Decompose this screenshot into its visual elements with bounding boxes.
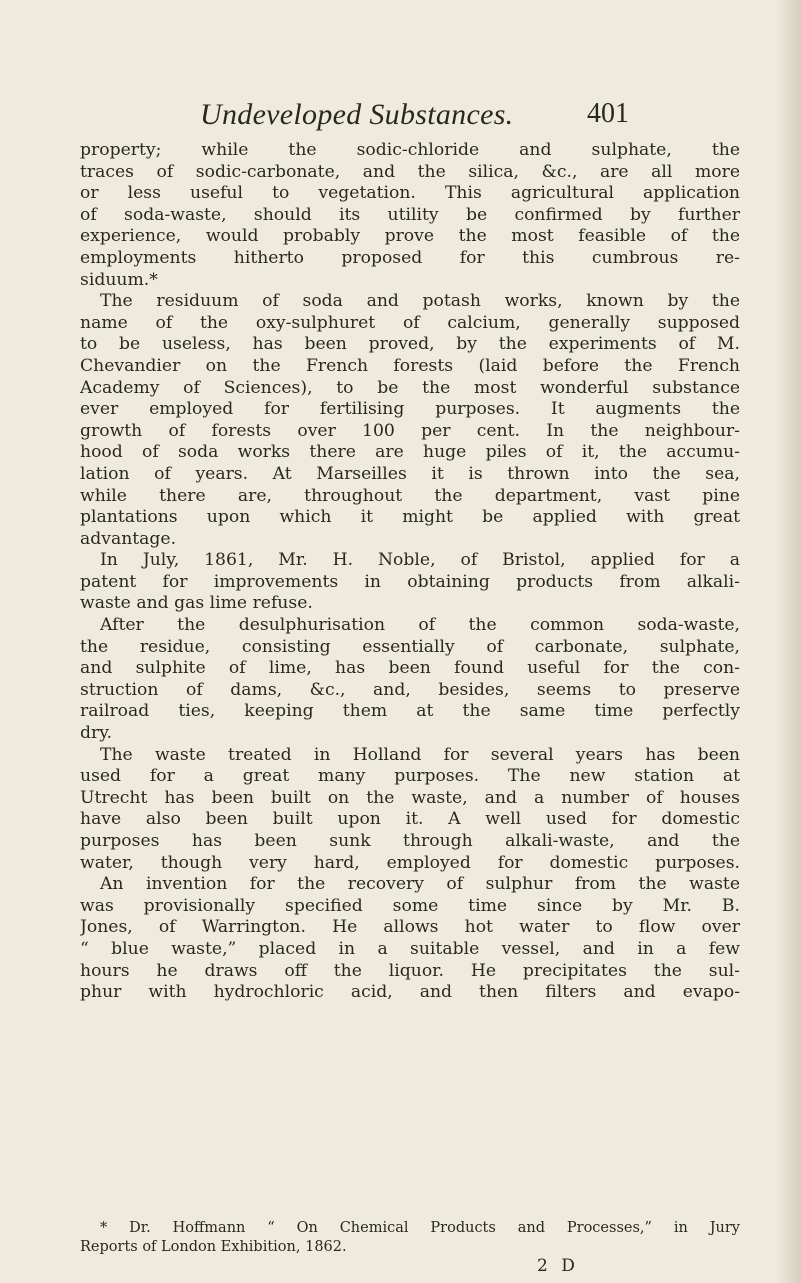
- text-line: the residue, consisting essentially of carbonate, sulphate,: [80, 636, 740, 657]
- signature-mark: 2 D: [537, 1256, 579, 1276]
- text-line: hood of soda works there are huge piles of it, the accumu-: [80, 442, 740, 463]
- text-line: Utrecht has been built on the waste, and a number of houses: [80, 787, 740, 808]
- text-line: growth of forests over 100 per cent. In the neighbour-: [80, 420, 740, 441]
- text-line: while there are, throughout the department, vast pine: [80, 485, 740, 506]
- text-line: lation of years. At Marseilles it is thrown into the sea,: [80, 463, 740, 484]
- text-line: water, though very hard, employed for domestic purposes.: [80, 852, 740, 873]
- text-line: In July, 1861, Mr. H. Noble, of Bristol, applied for a: [100, 550, 740, 571]
- text-line: used for a great many purposes. The new station at: [80, 766, 740, 787]
- text-line: traces of sodic-carbonate, and the silica, &c., are all more: [80, 161, 740, 182]
- text-line: “ blue waste,” placed in a suitable vessel, and in a few: [80, 938, 740, 959]
- text-line: experience, would probably prove the most feasible of the: [80, 226, 740, 247]
- text-line: have also been built upon it. A well used for domestic: [80, 809, 740, 830]
- text-line: The waste treated in Holland for several years has been: [100, 744, 740, 765]
- text-line: ever employed for fertilising purposes. It augments the: [80, 399, 740, 420]
- text-line: waste and gas lime refuse.: [80, 593, 313, 614]
- page-header: [0, 94, 801, 134]
- footnote: [80, 1219, 740, 1257]
- text-line: Chevandier on the French forests (laid before the French: [80, 355, 740, 376]
- text-line: employments hitherto proposed for this cumbrous re-: [80, 247, 740, 268]
- text-line: advantage.: [80, 528, 177, 549]
- running-title: Undeveloped Substances.: [200, 98, 514, 131]
- text-line: railroad ties, keeping them at the same time perfectly: [80, 701, 740, 722]
- text-line: Academy of Sciences), to be the most wonderful substance: [80, 377, 740, 398]
- footnote-line: Reports of London Exhibition, 1862.: [80, 1239, 347, 1255]
- page-edge-shadow: [775, 0, 801, 1283]
- text-line: siduum.*: [80, 269, 158, 290]
- text-line: and sulphite of lime, has been found useful for the con-: [80, 658, 740, 679]
- text-line: After the desulphurisation of the common soda-waste,: [100, 615, 740, 636]
- text-line: name of the oxy-sulphuret of calcium, generally supposed: [80, 312, 740, 333]
- text-line: or less useful to vegetation. This agricultural application: [80, 183, 740, 204]
- text-line: Jones, of Warrington. He allows hot water to flow over: [80, 917, 740, 938]
- text-line: An invention for the recovery of sulphur from the waste: [100, 874, 740, 895]
- text-line: dry.: [80, 723, 113, 744]
- text-line: struction of dams, &c., and, besides, seems to preserve: [80, 679, 740, 700]
- footnote-line: * Dr. Hoffmann “ On Chemical Products and Processes,” in Jury: [100, 1220, 740, 1236]
- body-text: [80, 140, 740, 1004]
- text-line: property; while the sodic-chloride and sulphate, the: [80, 140, 740, 160]
- text-line: plantations upon which it might be applied with great: [80, 507, 740, 528]
- page-number: 401: [587, 98, 629, 129]
- text-line: purposes has been sunk through alkali-waste, and the: [80, 831, 740, 851]
- text-line: phur with hydrochloric acid, and then filters and evapo-: [80, 982, 740, 1003]
- text-line: was provisionally specified some time since by Mr. B.: [80, 895, 740, 916]
- text-line: of soda-waste, should its utility be confirmed by further: [80, 204, 740, 225]
- text-line: hours he draws off the liquor. He precipitates the sul-: [80, 960, 740, 981]
- text-line: The residuum of soda and potash works, known by the: [100, 291, 740, 312]
- text-line: to be useless, has been proved, by the experiments of M.: [80, 334, 740, 355]
- text-line: patent for improvements in obtaining products from alkali-: [80, 571, 740, 592]
